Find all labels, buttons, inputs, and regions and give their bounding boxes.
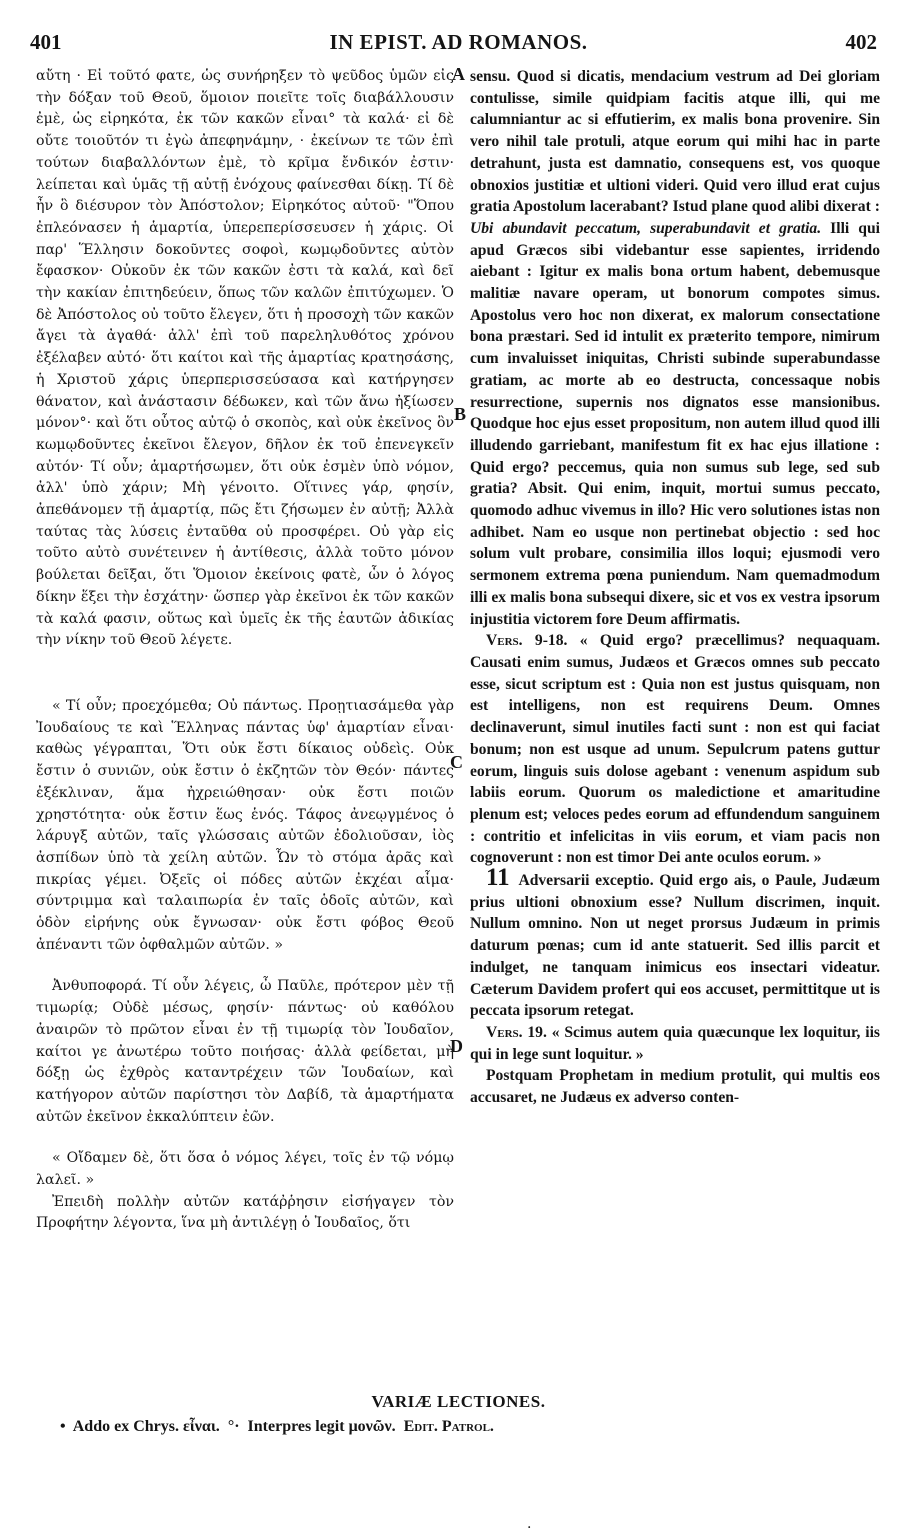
latin-column [470, 66, 880, 1109]
verse-text: « Quid ergo? præcellimus? nequaquam. Causati enim sumus, Judæos et Græcos omnes sub peccato esse, sicut scriptum est : Quia non est justus quisquam, non est intelligens, non est requirens Deum. Omnes declinaverunt, simul inutiles facti sunt : non est qui faciat bonum; non est usque ad unum. Sepulcrum patens guttur eorum, linguis suis dolose agebant : venenum aspidum sub labiis eorum. Quorum os maledictione et amaritudine plenum est; veloces pedes eorum ad effundendum sanguinem : contritio et infelicitas in viis eorum, et viam pacis non cognoverunt : non est timor Dei ante oculos eorum. » [470, 632, 880, 867]
latin-paragraph-last: Postquam Prophetam in medium protulit, qui multis eos accusaret, ne Judæus ex adverso conten- [470, 1067, 880, 1107]
margin-letter-b: B [454, 404, 467, 424]
greek-paragraph-5: Ἐπειδὴ πολλὴν αὐτῶν κατάῤῥησιν εἰσήγαγεν τὸν Προφήτην λέγοντα, ἵνα μὴ ἀντιλέγῃ ὁ Ἰουδαῖος, ὅτι [36, 1193, 454, 1232]
section-number: 11 [486, 864, 510, 892]
verse-label: Vers. 19. [486, 1023, 547, 1041]
note-2-mark: °· [227, 1418, 240, 1435]
footer-mark: · [527, 1520, 532, 1536]
page-number-left: 401 [30, 30, 62, 54]
latin-verse-9-18 [470, 630, 880, 869]
latin-section-11 [470, 864, 880, 1022]
greek-paragraph-4: « Οἴδαμεν δὲ, ὅτι ὅσα ὁ νόμος λέγει, τοῖς ἐν τῷ νόμῳ λαλεῖ. » [36, 1150, 454, 1189]
verse-label: Vers. 9-18. [486, 632, 568, 650]
greek-paragraph-3: Ἀνθυποφορά. Τί οὖν λέγεις, ὦ Παῦλε, πρότερον μὲν τῇ τιμωρίᾳ; Οὐδὲ μέσως, φησίν· πάντως· οὐ καθόλου ἀναιρῶν τὸ πρῶτον εἶναι ἐν τῇ τιμωρίᾳ τὸν Ἰουδαῖον, καίτοι γε ἀνωτέρω τοῦτο ποιήσας· ἀλλὰ φείδεται, μὴ δόξῃ ὡς ἐχθρὸς καταντρέχειν τῶν Ἰουδαίων, καὶ κατήγορον αὐτῶν παρίστησι τὸν Δαβίδ, τὰ ἁμαρτήματα αὐτῶν ἐκεῖνον ἐκκαλύπτειν ἐῶν. [36, 978, 454, 1125]
greek-paragraph-2: « Τί οὖν; προεχόμεθα; Οὐ πάντως. Προῃτιασάμεθα γὰρ Ἰουδαίους τε καὶ Ἕλληνας πάντας ὑφ' ἁμαρτίαν εἶναι· καθὼς γέγραπται, Ὅτι οὐκ ἔστι δίκαιος οὐδεὶς. Οὐκ ἔστιν ὁ συνιῶν, οὐκ ἔστιν ὁ ἐκζητῶν τὸν Θεόν· πάντες ἐξέκλιναν, ἅμα ἠχρειώθησαν· οὐκ ἔστι ποιῶν χρηστότητα· οὐκ ἔστιν ἕως ἑνός. Τάφος ἀνεῳγμένος ὁ λάρυγξ αὐτῶν, ταῖς γλώσσαις αὐτῶν ἐδολιοῦσαν, ἰὸς ἀσπίδων ὑπὸ τὰ χείλη αὐτῶν. Ὧν τὸ στόμα ἀρᾶς καὶ πικρίας γέμει. Ὀξεῖς οἱ πόδες αὐτῶν ἐκχέαι αἷμα· σύντριμμα καὶ ταλαιπωρία ἐν ταῖς ὁδοῖς αὐτῶν, καὶ ὁδὸν εἰρήνης οὐκ ἔγνωσαν· οὐκ ἔστι φόβος Θεοῦ ἀπέναντι τῶν ὀφθαλμῶν αὐτῶν. » [36, 697, 454, 953]
latin-paragraph-1-text: sensu. Quod si dicatis, mendacium vestrum ad Dei gloriam contulisse, simile quidpiam facitis atque illi, qui me calumniantur ac si effutierim, ex malis bona provenire. Sin vero nihil tale protuli, atque eorum qui mihi hac in parte detrahunt, justa est damnatio, consequens est, vos quoque obnoxios justitiæ et ultioni videri. Quid vero illud erat cujus gratia Apostolum lacerabant? Istud plane quod alibi dixerat : [470, 68, 880, 216]
latin-paragraph-1 [470, 66, 880, 630]
latin-verse-19 [470, 1022, 880, 1065]
note-1-text: Addo ex Chrys. εἶναι. [72, 1418, 220, 1435]
margin-letter-a: A [452, 64, 465, 84]
latin-paragraph-1-tail: Illi qui apud Græcos sibi videbantur esse sapientes, irridendo aiebant : Igitur ex malis bona ortum habent, debemusque malitiæ navare operam, ut bonorum compotes simus. Apostolus vero hoc non dixerat, ex malorum consectatione bona præstari. Sed id intulit ex præterito tempore, nimirum cum invaluisset iniquitas, Christi subinde superabundasse gratiam, ac morte ab eo destructa, concessaque nobis resurrectione, supernis nos dignatos esse mansionibus. Quodque hoc ejus esset propositum, non autem illud quod illi illudendo garriebant, manifestum fit ex hac ejus illatione : Quid ergo? peccemus, quia non sumus sub lege, sed sub gratia? Absit. Qui enim, inquit, mortui sumus peccato, quomodo adhuc vivemus in illo? Hic vero solutiones istas non adhibet. Nam eo usque non pertinebat objectio : sed hoc solum vult probare, consimilia illos loqui; ejusmodi vero sermonem extrema pœna puniendum. Nam quemadmodum illi ex malis bona subsequi dixere, sic et vos ex vestra ipsorum injustitia victorem fore Deum affirmatis. [470, 219, 880, 628]
greek-column [36, 66, 454, 1235]
variae-lectiones-title: VARIÆ LECTIONES. [371, 1392, 546, 1411]
page-number-right: 402 [845, 30, 877, 54]
verse-text: « Scimus autem quia quæcunque lex loquitur, iis qui in lege sunt loquitur. » [470, 1023, 880, 1063]
latin-section-11-text: Adversarii exceptio. Quid ergo ais, o Paule, Judæum prius ultioni obnoxium esse? Nullum discrimen, inquit. Nullum omnino. Non ut neget prorsus Judæum in primis daturum pœnas; cum id ante statuerit. Sed illis parcit et indulget, ne tanquam inimicus eos insectari videatur. Cæterum Davidem profert qui eos accuset, permittitque ut is peccata ipsorum retegat. [470, 872, 880, 1020]
margin-letter-d: D [450, 1036, 463, 1056]
variae-lectiones-notes [60, 1418, 860, 1436]
running-title: IN EPIST. AD ROMANOS. [329, 30, 588, 54]
margin-letter-c: C [450, 752, 463, 772]
latin-scripture-quote: Ubi abundavit peccatum, superabundavit et gratia. [470, 219, 822, 237]
greek-paragraph-1: αὔτη · Εἰ τοῦτό φατε, ὡς συνήρηξεν τὸ ψεῦδος ὑμῶν εἰς τὴν δόξαν τοῦ Θεοῦ, ὅμοιον ποιεῖτε τοῖς διαβάλλουσιν ἐμὲ, ὡς εἰρηκότα, ἐκ τῶν κακῶν εἶναι° τὰ καλά· εἰ δὲ οὔτε τοιοῦτόν τι ἐγὼ ἀπεφηνάμην, · ἐκείνων τε τῶν ἐπὶ τούτων διαβαλλόντων ἐμὲ, τὸ κρῖμα ἔνδικόν ἐστιν· λείπεται καὶ ὑμᾶς τῇ αὐτῇ ἐνόχους φαίνεσθαι δίκῃ. Τί δὲ ἦν ὃ διέσυρον τὸν Ἀπόστολον; Εἰρηκότος αὐτοῦ· "Ὅπου ἐπλεόνασεν ἡ ἁμαρτία, ὑπερεπερίσσευσεν ἡ χάρις. Οἱ παρ' Ἕλλησιν δοκοῦντες σοφοὶ, κωμῳδοῦντες αὐτὸν ἔφασκον· Οὐκοῦν ἐκ τῶν κακῶν ἐστι τὰ καλά, καὶ δεῖ τὴν κακίαν ἐπιτηδεύειν, ὅπως τῶν καλῶν ἐπιτύχωμεν. Ὁ δὲ Ἀπόστολος οὐ τοῦτο ἔλεγεν, ὅτι ἡ προσοχὴ τῶν κακῶν ἄγει τὰ ἀγαθά· ἀλλ' ἐπὶ τοῦ παρεληλυθότος χρόνου ἐξέλαβεν αὐτό· ὅτι καίτοι καὶ τῆς ἁμαρτίας κρατησάσης, ἡ Χριστοῦ χάρις ὑπερπερισσεύσασα καὶ κατήργησεν θάνατον, καὶ ἀνάστασιν δέδωκεν, καὶ τῶν ἄνω ἠξίωσεν μόνον°· καὶ ὅτι οὗτος αὐτῷ ὁ σκοπὸς, καὶ οὐκ ἐκεῖνος ὃν κωμῳδοῦντες ἐκεῖνοι ἔλεγον, δῆλον ἐκ τοῦ ἐπενεγκεῖν αὐτόν· Τί οὖν; ἁμαρτήσωμεν, ὅτι οὐκ ἐσμὲν ὑπὸ νόμον, ἀλλ' ὑπὸ χάριν; Μὴ γένοιτο. Οἵτινες γάρ, φησίν, ἀπεθάνομεν τῇ ἁμαρτίᾳ, πῶς ἔτι ζήσωμεν ἐν αὐτῇ; Ἀλλὰ ταύτας τὰς λύσεις ἐνταῦθα οὐ προσφέρει. Οὐ γὰρ εἰς τοῦτο αὐτὸ συνέτεινεν ἡ ἀντίθεσις, ἀλλὰ τοῦτο μόνον βούλεται δεῖξαι, ὅτι Ὅμοιον ἐκείνοις φατὲ, ὧν ὁ λόγος δίκην ἕξει τὴν ἐσχάτην· ὥσπερ γὰρ ἐκεῖνοι ἐκ τῶν κακῶν τὰ καλά φασιν, οὕτως καὶ ὑμεῖς ἐκ τῆς ἑαυτῶν ἀδικίας τὴν νίκην τοῦ Θεοῦ λέγετε. [36, 68, 454, 649]
editor-credit: Edit. Patrol. [403, 1418, 494, 1435]
note-1-mark: • [60, 1418, 66, 1435]
running-header [0, 30, 917, 58]
note-2-text: Interpres legit μονῶν. [247, 1418, 396, 1435]
